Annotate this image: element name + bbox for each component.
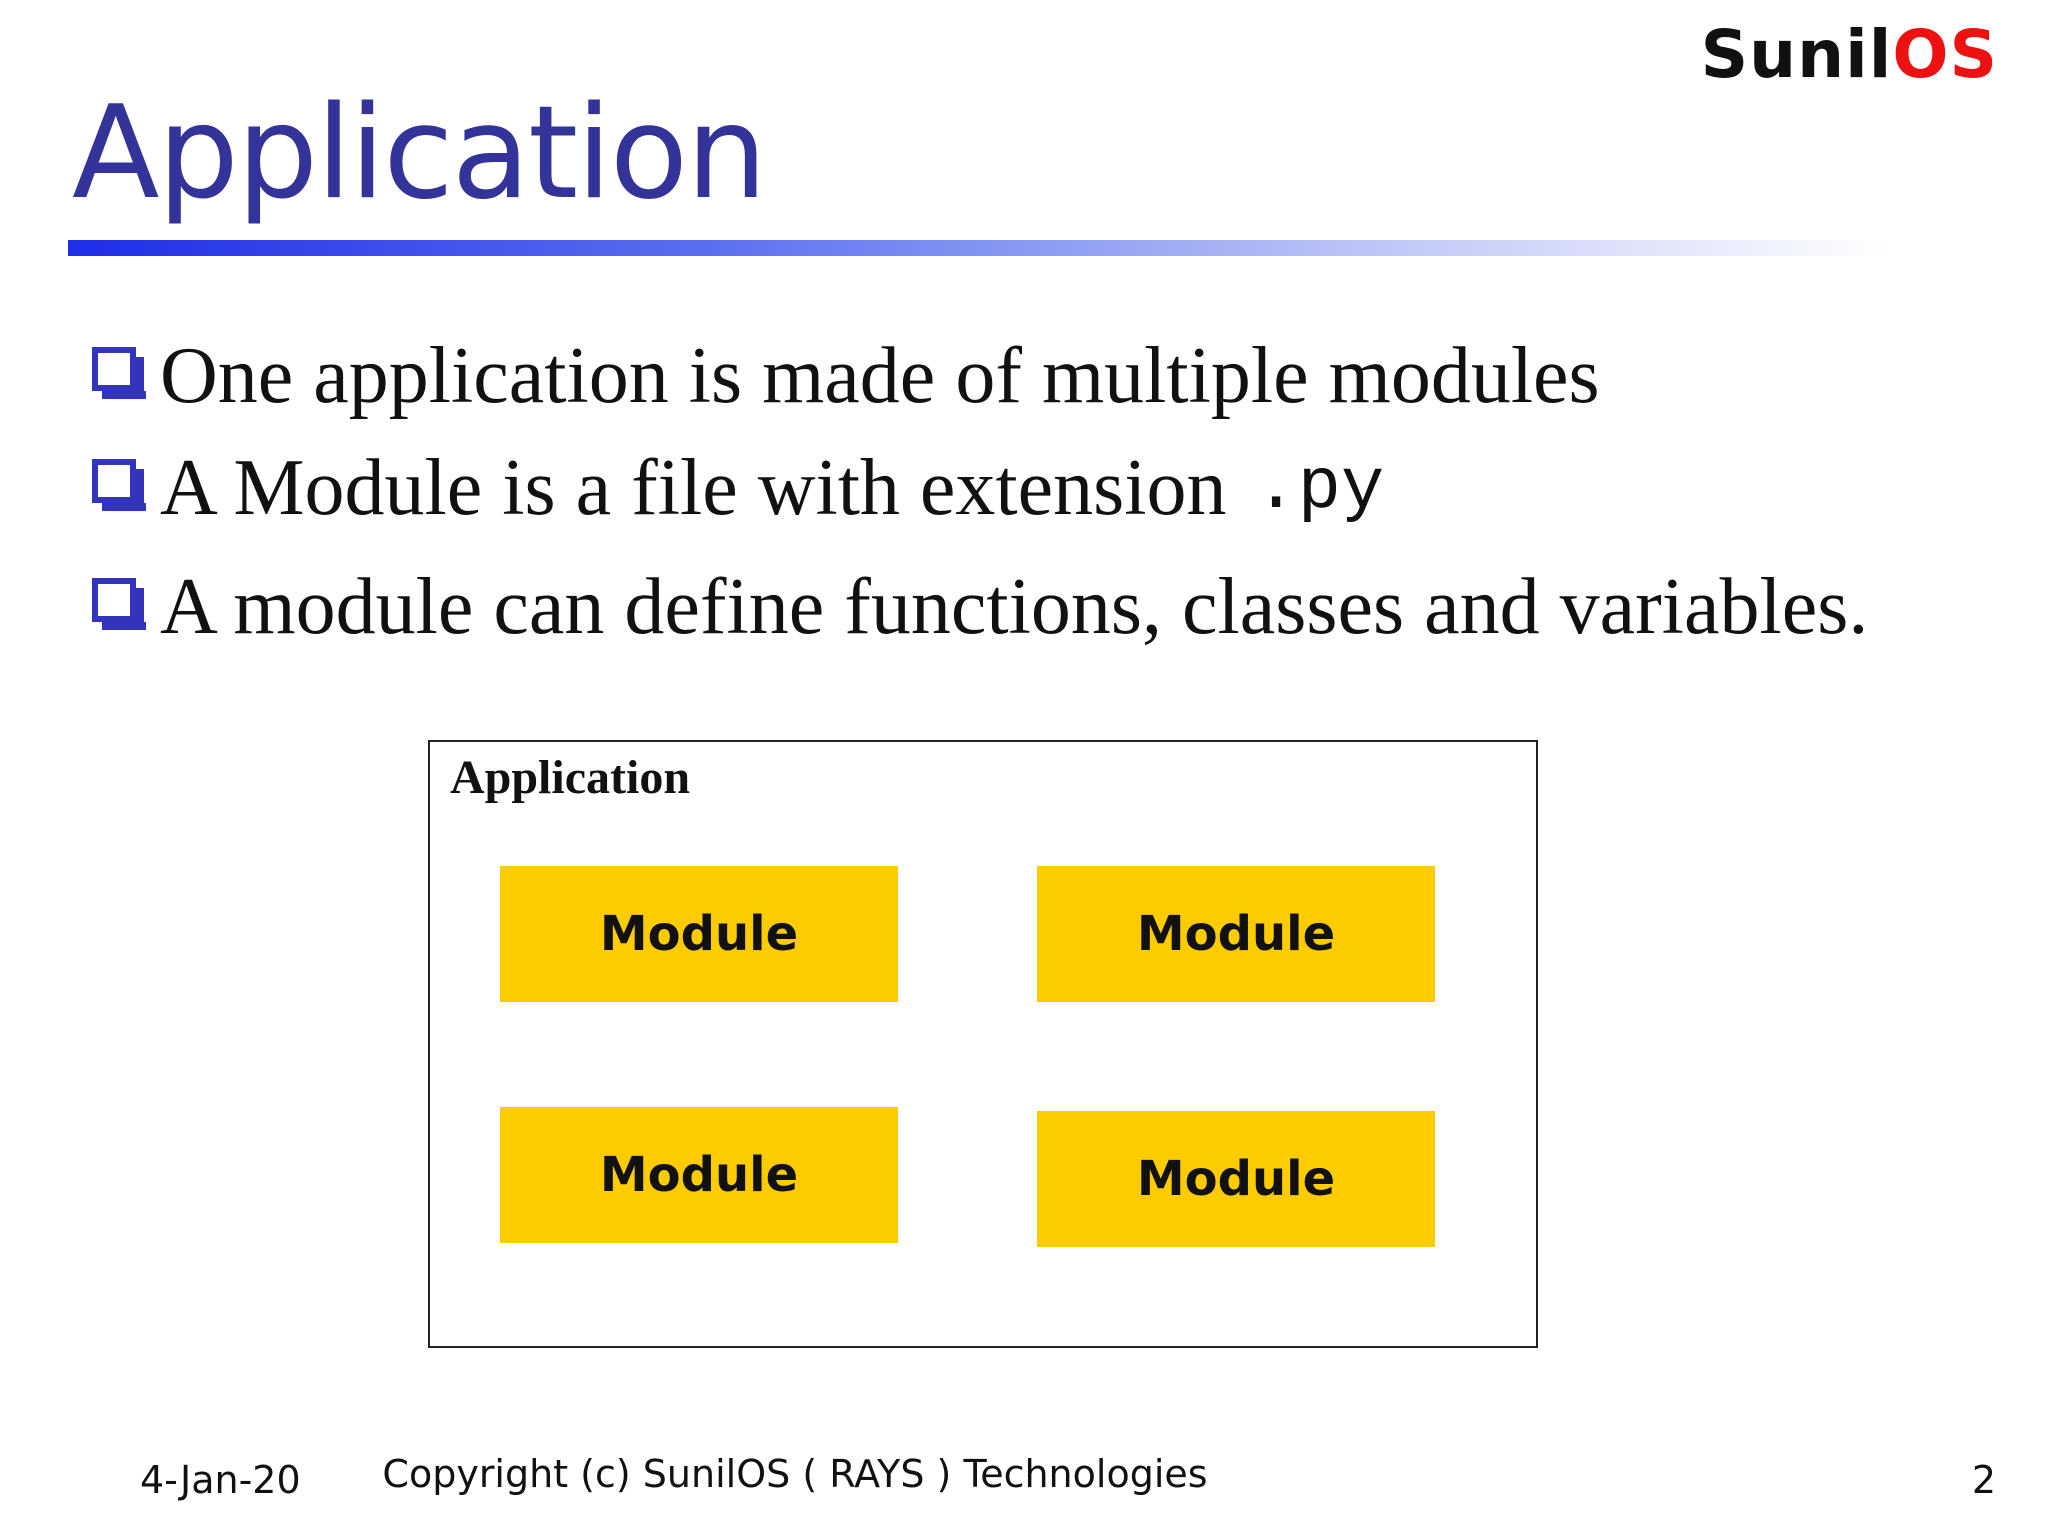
logo-text-os: OS [1892, 16, 1998, 93]
diagram-label: Application [450, 751, 691, 804]
bullet-item [92, 320, 1868, 432]
module-box: Module [500, 1107, 898, 1243]
bullet-text: A Module is a file with extension [160, 443, 1227, 532]
footer-copyright: Copyright (c) SunilOS ( RAYS ) Technologies [382, 1452, 1208, 1496]
logo-text-sunil: Sunil [1700, 16, 1893, 93]
page-number: 2 [1971, 1458, 1996, 1502]
module-box: Module [1037, 1111, 1435, 1247]
module-box: Module [500, 866, 898, 1002]
slide-title: Application [72, 79, 766, 228]
checkbox-icon [92, 347, 150, 405]
checkbox-icon [92, 459, 150, 517]
bullet-text: A module can define functions, classes and variables. [160, 562, 1869, 651]
title-underline [68, 240, 1888, 256]
application-diagram [428, 740, 1538, 1348]
bullet-item [92, 432, 1868, 544]
module-box: Module [1037, 866, 1435, 1002]
bullet-list [92, 320, 1868, 670]
footer-date: 4-Jan-20 [140, 1458, 301, 1502]
bullet-text: One application is made of multiple modules [160, 331, 1600, 420]
sunilos-logo [1700, 16, 1998, 93]
checkbox-icon [92, 578, 150, 636]
file-extension-code: .py [1254, 447, 1385, 529]
bullet-item [92, 544, 1868, 670]
